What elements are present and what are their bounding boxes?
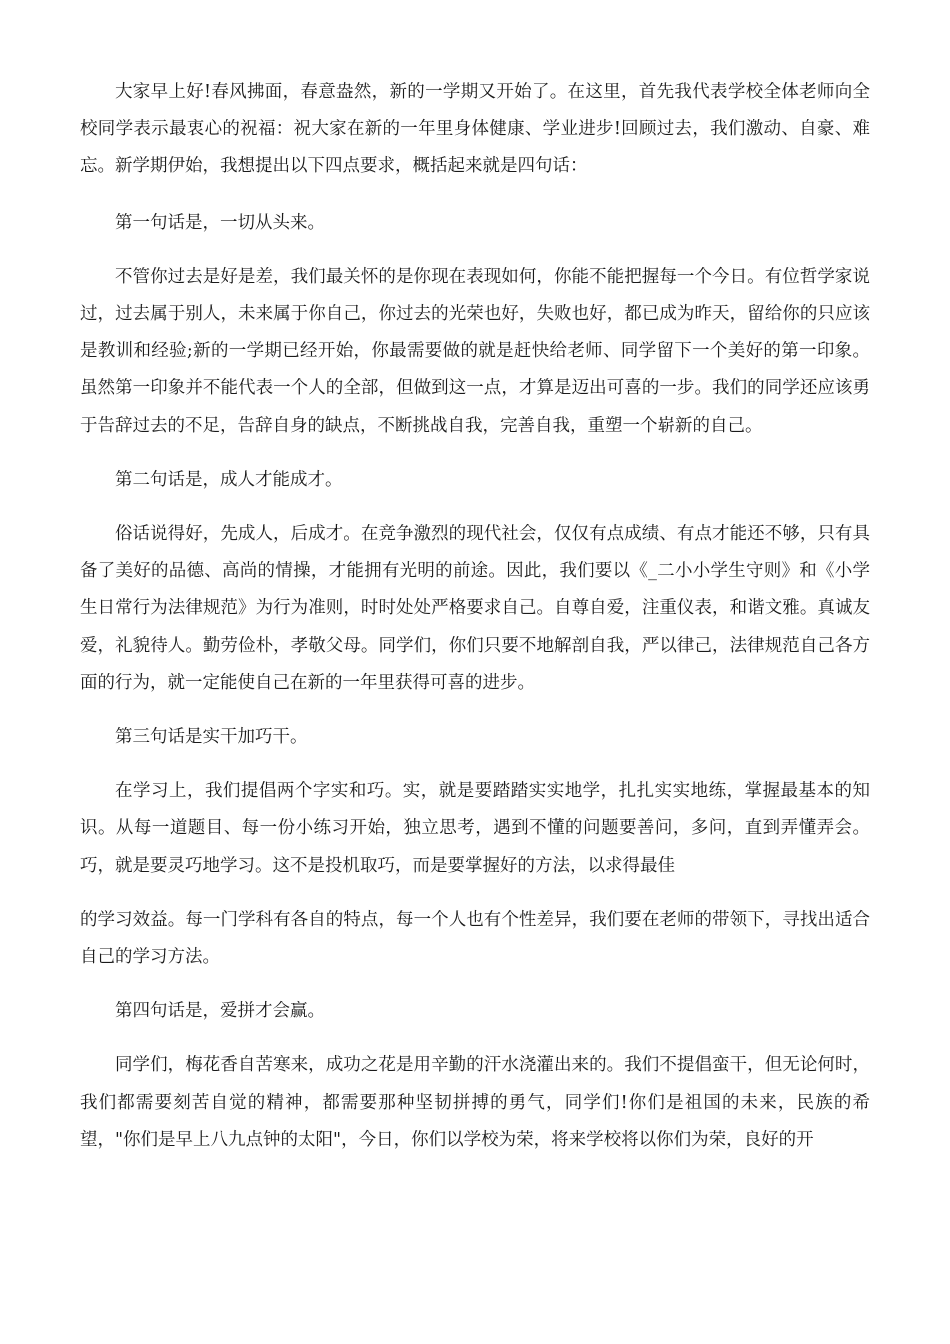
heading-point-four: 第四句话是，爱拼才会赢。 xyxy=(115,1001,325,1022)
paragraph-greeting: 大家早上好!春风拂面，春意盎然，新的一学期又开始了。在这里，首先我代表学校全体老师向全校同学表示最衷心的祝福：祝大家在新的一年里身体健康、学业进步!回顾过去，我们激动、自豪、难忘。新学期伊始，我想提出以下四点要求，概括起来就是四句话： xyxy=(80,82,870,177)
heading-point-two: 第二句话是，成人才能成才。 xyxy=(115,469,343,490)
document-body xyxy=(80,74,870,1176)
paragraph-point-three-continued: 的学习效益。每一门学科有各自的特点，每一个人也有个性差异，我们要在老师的带领下，寻找出适合自己的学习方法。 xyxy=(80,909,870,968)
paragraph-point-two: 俗话说得好，先成人，后成才。在竞争激烈的现代社会，仅仅有点成绩、有点才能还不够，只有具备了美好的品德、高尚的情操，才能拥有光明的前途。因此，我们要以《_二小小学生守则》和《小学生日常行为法律规范》为行为准则，时时处处严格要求自己。自尊自爱，注重仪表，和谐文雅。真诚友爱，礼貌待人。勤劳俭朴，孝敬父母。同学们，你们只要不地解剖自我，严以律己，法律规范自己各方面的行为，就一定能使自己在新的一年里获得可喜的进步。 xyxy=(80,524,870,693)
heading-point-one: 第一句话是，一切从头来。 xyxy=(115,212,325,233)
paragraph-point-three: 在学习上，我们提倡两个字实和巧。实，就是要踏踏实实地学，扎扎实实地练，掌握最基本的知识。从每一道题目、每一份小练习开始，独立思考，遇到不懂的问题要善问，多问，直到弄懂弄会。巧，就是要灵巧地学习。这不是投机取巧，而是要掌握好的方法，以求得最佳 xyxy=(80,781,870,876)
heading-point-three: 第三句话是实干加巧干。 xyxy=(115,727,308,748)
paragraph-point-four: 同学们，梅花香自苦寒来，成功之花是用辛勤的汗水浇灌出来的。我们不提倡蛮干，但无论何时，我们都需要刻苦自觉的精神，都需要那种坚韧拼搏的勇气，同学们!你们是祖国的未来，民族的希望，"你们是早上八九点钟的太阳"，今日，你们以学校为荣，将来学校将以你们为荣，良好的开 xyxy=(80,1055,870,1150)
paragraph-point-one: 不管你过去是好是差，我们最关怀的是你现在表现如何，你能不能把握每一个今日。有位哲学家说过，过去属于别人，未来属于你自己，你过去的光荣也好，失败也好，都已成为昨天，留给你的只应该是教训和经验;新的一学期已经开始，你最需要做的就是赶快给老师、同学留下一个美好的第一印象。虽然第一印象并不能代表一个人的全部，但做到这一点，才算是迈出可喜的一步。我们的同学还应该勇于告辞过去的不足，告辞自身的缺点，不断挑战自我，完善自我，重塑一个崭新的自己。 xyxy=(80,266,870,436)
